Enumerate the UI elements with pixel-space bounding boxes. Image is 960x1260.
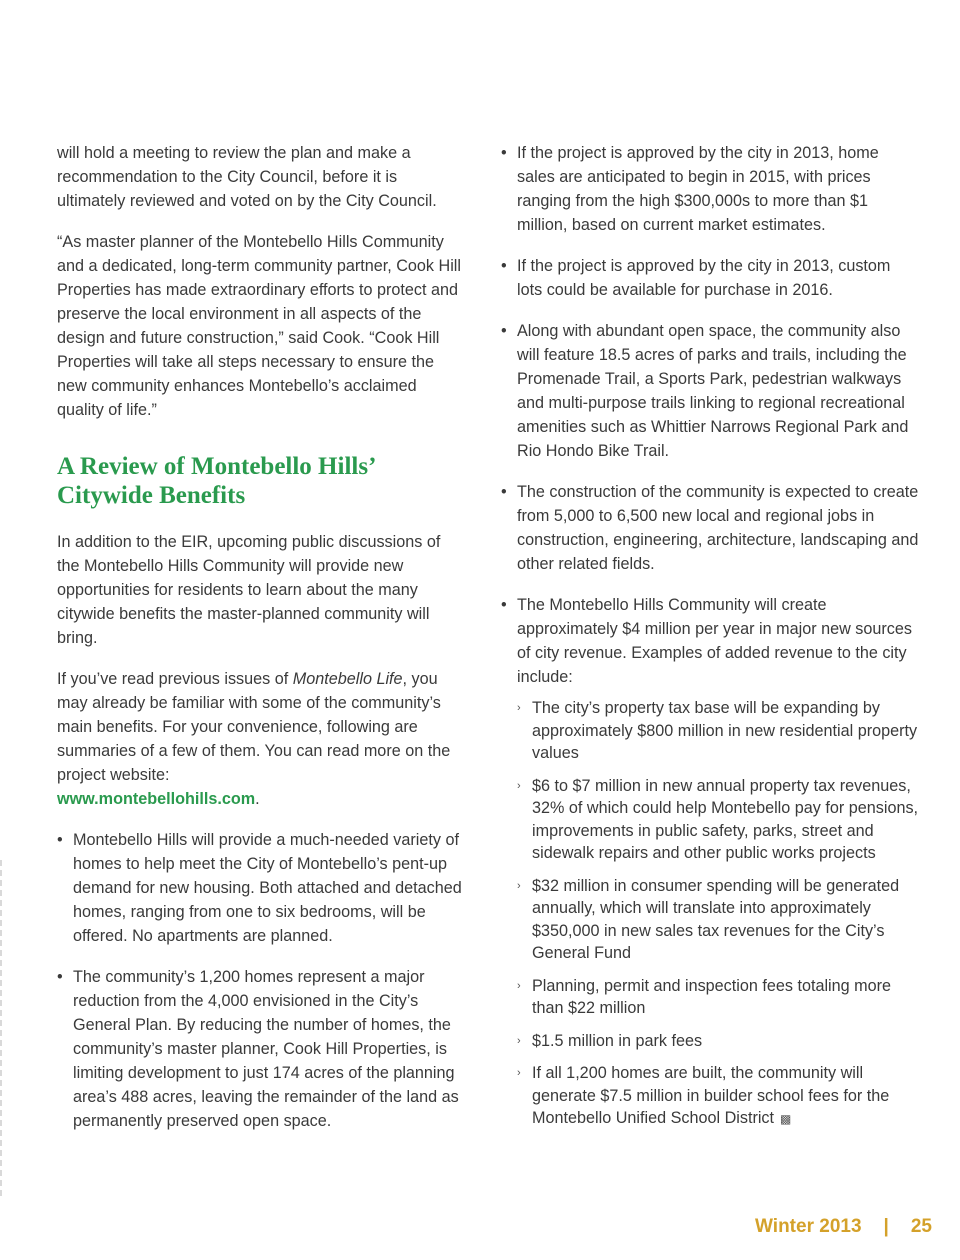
list-item <box>501 593 919 1131</box>
chevron-right-icon: › <box>517 879 521 892</box>
footer-separator: | <box>883 1216 889 1237</box>
bullet-icon: • <box>501 483 507 501</box>
paragraph-quote: “As master planner of the Montebello Hills Community and a dedicated, long-term community partner, Cook Hill Properties has made extraordinary efforts to protect and preserve the local environment in all aspects of the design and future construction,” said Cook. “Cook Hill Properties will take all steps necessary to ensure the new community enhances Montebello’s acclaimed quality of life.” <box>57 233 461 419</box>
sub-item-text: $32 million in consumer spending will be generated annually, which will translate into approximately $350,000 in new sales tax revenues for the City’s General Fund <box>532 876 900 962</box>
page-edge-decoration <box>0 860 2 1200</box>
sub-list-item <box>517 1062 919 1131</box>
paragraph-meeting: will hold a meeting to review the plan and make a recommendation to the City Council, before it is ultimately reviewed and voted on by the City Council. <box>57 144 437 210</box>
section-heading <box>57 452 462 510</box>
bullet-icon: • <box>57 968 63 986</box>
chevron-right-icon: › <box>517 979 521 992</box>
bullet-icon: • <box>501 322 507 340</box>
list-item <box>501 254 919 302</box>
para4-text-after: , you may already be familiar with some of the community’s main benefits. For your convenience, following are summaries of a few of them. You can read more on the project website: <box>57 670 451 784</box>
issue-label: Winter 2013 <box>755 1216 862 1237</box>
sub-list-item <box>517 1030 919 1053</box>
section-heading-line1: A Review of Montebello Hills’ <box>57 453 377 480</box>
revenue-sub-list <box>517 697 919 1131</box>
para4-text-before: If you’ve read previous issues of <box>57 670 293 688</box>
bullet-icon: • <box>57 831 63 849</box>
right-column <box>501 141 919 1148</box>
list-item-text: The community’s 1,200 homes represent a major reduction from the 4,000 envisioned in the City’s General Plan. By reducing the number of homes, the community’s master planner, Cook Hill Properties, is limiting development to just 174 acres of the planning area’s 488 acres, leaving the remainder of the land as permanently preserved open space. <box>73 968 459 1130</box>
sub-item-text: $1.5 million in park fees <box>532 1031 703 1050</box>
list-item <box>501 319 919 463</box>
list-item <box>501 141 919 237</box>
sub-item-text: The city’s property tax base will be expanding by approximately $800 million in new residential property values <box>532 699 918 762</box>
publication-title: Montebello Life <box>292 670 403 688</box>
section-heading-line2: Citywide Benefits <box>57 482 246 509</box>
page-footer <box>755 1216 932 1238</box>
paragraph-previous-issues <box>57 667 462 811</box>
list-item-text: If the project is approved by the city in 2013, custom lots could be available for purchase in 2016. <box>517 257 891 299</box>
list-item-text: Montebello Hills will provide a much-needed variety of homes to help meet the City of Montebello’s pent-up demand for new housing. Both attached and detached homes, ranging from one to six bedrooms, will be offered. No apartments are planned. <box>73 831 462 945</box>
list-item-text: If the project is approved by the city in 2013, home sales are anticipated to begin in 2015, with prices ranging from the high $300,000s to more than $1 million, based on current market estimates. <box>517 144 879 234</box>
sub-item-text: Planning, permit and inspection fees totaling more than $22 million <box>532 976 892 1017</box>
list-item-text: Along with abundant open space, the community also will feature 18.5 acres of parks and trails, including the Promenade Trail, a Sports Park, pedestrian walkways and multi-purpose trails linking to regional recreational amenities such as Whittier Narrows Regional Park and Rio Hondo Bike Trail. <box>517 322 909 460</box>
chevron-right-icon: › <box>517 779 521 792</box>
sub-item-text: If all 1,200 homes are built, the community will generate $7.5 million in builder school fees for the Montebello Unified School District <box>532 1064 890 1127</box>
paragraph-intro: In addition to the EIR, upcoming public discussions of the Montebello Hills Community will provide new opportunities for residents to learn about the many citywide benefits the master-planned community will bring. <box>57 533 441 647</box>
end-mark-icon: ▩ <box>780 1112 792 1126</box>
sub-list-item <box>517 875 919 965</box>
sub-item-text: $6 to $7 million in new annual property tax revenues, 32% of which could help Montebello pay for pensions, improvements in public safety, parks, street and sidewalk repairs and other public works projects <box>532 776 919 862</box>
sub-list-item <box>517 975 919 1020</box>
list-item <box>57 965 462 1133</box>
sub-list-item <box>517 775 919 865</box>
website-link[interactable]: www.montebellohills.com <box>57 790 256 808</box>
bullet-icon: • <box>501 596 507 614</box>
chevron-right-icon: › <box>517 702 521 714</box>
list-item-text: The Montebello Hills Community will create approximately $4 million per year in major new sources of city revenue. Examples of added revenue to the city include: <box>517 596 912 686</box>
list-item <box>57 828 462 948</box>
chevron-right-icon: › <box>517 1067 521 1079</box>
website-period: . <box>255 790 260 808</box>
page-number: 25 <box>910 1216 932 1237</box>
chevron-right-icon: › <box>517 1034 521 1047</box>
sub-list-item <box>517 697 919 765</box>
left-column <box>57 141 462 1150</box>
bullet-icon: • <box>501 144 507 162</box>
list-item-text: The construction of the community is expected to create from 5,000 to 6,500 new local and regional jobs in construction, engineering, architecture, landscaping and other related fields. <box>517 483 919 573</box>
list-item <box>501 480 919 576</box>
bullet-icon: • <box>501 257 507 275</box>
left-bullet-list <box>57 828 462 1133</box>
right-bullet-list <box>501 141 919 1131</box>
